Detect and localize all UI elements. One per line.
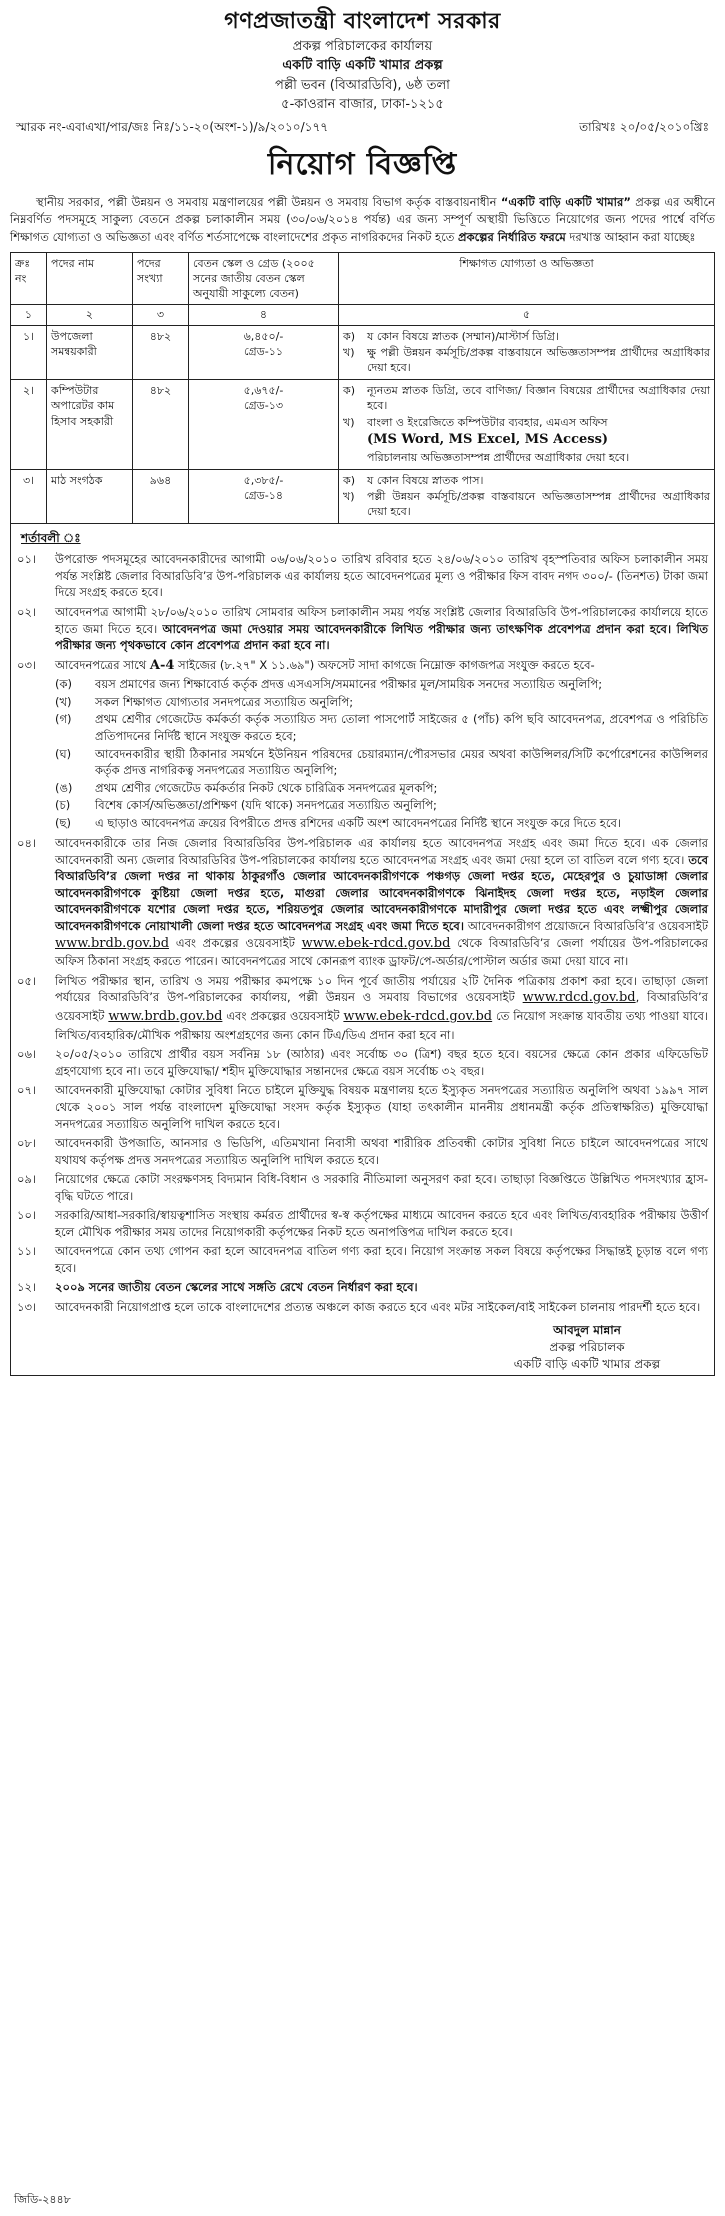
row-serial: ১।	[11, 325, 47, 380]
qualification-item	[343, 415, 710, 430]
header-qualification: শিক্ষাগত যোগ্যতা ও অভিজ্ঞতা	[339, 252, 715, 305]
term-item	[15, 1171, 708, 1204]
sub-text: প্রথম শ্রেণীর গেজেটেড কর্মকর্তা কর্তৃক সত্যায়িত সদ্য তোলা পাসপোর্ট সাইজের ৫ (পাঁচ) কপি ছবি আবেদনপত্র, প্রবেশপত্র ও পরিচিতি প্রতিপাদনের নির্দিষ্ট স্থানে সংযুক্ত করতে হবে;	[95, 712, 708, 743]
qual-text: য কোন বিষয়ে স্নাতক (সম্মান)/মাস্টার্স ডিগ্রি।	[367, 329, 559, 343]
qual-text: য কোন বিষয়ে স্নাতক পাস।	[367, 473, 484, 487]
qual-key: ক)	[343, 384, 355, 398]
qual-key: খ)	[343, 415, 355, 429]
row-qualifications	[339, 325, 715, 380]
government-title: গণপ্রজাতন্ত্রী বাংলাদেশ সরকার	[224, 9, 501, 34]
qual-key: ক)	[343, 329, 355, 343]
qual-key	[343, 450, 367, 465]
term-text-part: থেকে বিআরডিবি’র জেলা পর্যায়ের উপ-পরিচালকের অফিস ঠিকানা সংগ্রহ করতে পারেন। আবেদনপত্রের সাথে কোনরূপ ব্যাংক ড্রাফট/পে-অর্ডার/পোস্টাল অর্ডার জমা দেয়া যাবে না।	[55, 935, 708, 969]
term-number: ০২।	[17, 604, 37, 619]
header-serial: ক্রঃ নং	[11, 252, 47, 305]
term-intro	[55, 657, 708, 676]
term-number: ১২।	[17, 1280, 37, 1295]
qualification-item	[343, 345, 710, 375]
header	[10, 8, 715, 115]
term-item	[15, 1299, 708, 1316]
term-text	[55, 604, 708, 654]
header-post: পদের নাম	[47, 252, 133, 305]
term-item	[15, 1135, 708, 1168]
qual-key: ক)	[343, 473, 355, 487]
qualification-item	[343, 450, 710, 465]
sub-item	[55, 676, 708, 693]
term-text-part: আবেদনকারীগণ প্রয়োজনে বিআরডিবি’র ওয়েবসাইট	[463, 919, 708, 933]
term-number: ০৫।	[17, 973, 37, 988]
row-count: ৪৮২	[133, 380, 189, 470]
term-item	[15, 657, 708, 833]
intro-form-note: প্রকল্পের নির্ধারিত ফরমে	[458, 229, 566, 244]
brdb-website-link[interactable]: www.brdb.gov.bd	[108, 1009, 223, 1025]
sub-key: (ছ)	[55, 815, 71, 830]
qual-text-software: (MS Word, MS Excel, MS Access)	[367, 431, 609, 447]
sub-key: (খ)	[55, 694, 72, 709]
pay-grade: গ্রেড-১১	[243, 344, 284, 358]
term-text: আবেদনকারী নিয়োগপ্রাপ্ত হলে তাকে বাংলাদেশের প্রত্যন্ত অঞ্চলে কাজ করতে হবে এবং মটর সাইকেল/বাই সাইকেল চালনায় পারদর্শী হতে হবে।	[55, 1300, 701, 1314]
sub-text: আবেদনকারীর স্থায়ী ঠিকানার সমর্থনে ইউনিয়ন পরিষদের চেয়ারম্যান/পৌরসভার মেয়র অথবা কাউন্সিলর/সিটি কর্পোরেশনের কাউন্সিলর কর্তৃক প্রদত্ত নাগরিকত্ব সনদপত্রের সত্যায়িত অনুলিপি;	[95, 746, 708, 778]
qualification-item	[343, 383, 710, 413]
qual-key: খ)	[343, 489, 355, 503]
term-number: ১১।	[17, 1244, 37, 1259]
qual-text: ন্যূনতম স্নাতক ডিগ্রি, তবে বাণিজ্য/ বিজ্ঞান বিষয়ের প্রার্থীদের অগ্রাধিকার দেয়া হবে।	[367, 384, 710, 413]
qual-key: খ)	[343, 345, 355, 359]
term-text	[55, 657, 708, 833]
header-count: পদের সংখ্যা	[133, 252, 189, 305]
terms-heading: শর্তাবলী ঃ	[21, 531, 81, 546]
qual-text: পরিচালনায় অভিজ্ঞতাসম্পন্ন প্রার্থীদের অগ্রাধিকার দেয়া হবে।	[367, 450, 630, 464]
term-text-part: আবেদনপত্র আগামী ২৮/০৬/২০১০ তারিখ সোমবার অফিস চলাকালীন সময় পর্যন্ত সংশ্লিষ্ট জেলার বিআরডিবি উপ-পরিচালকের কার্যালয়ে হাতে হাতে জমা দিতে হবে।	[55, 604, 708, 636]
term-text: নিয়োগের ক্ষেত্রে কোটা সংরক্ষণসহ বিদ্যমান বিধি-বিধান ও সরকারি নীতিমালা অনুসরণ করা হবে। তাছাড়া বিজ্ঞপ্তিতে উল্লিখিত পদসংখ্যার হ্রাস-বৃদ্ধি ঘটতে পারে।	[55, 1172, 708, 1203]
table-header-row	[11, 252, 715, 305]
brdb-website-link[interactable]: www.brdb.gov.bd	[55, 935, 170, 951]
col-num: ৩	[133, 305, 189, 325]
sub-text: প্রথম শ্রেণীর গেজেটেড কর্মকর্তার নিকট থেকে চারিত্রিক সনদপত্রের মূলকপি;	[95, 780, 438, 795]
term-text: সরকারি/আধা-সরকারি/স্বায়ত্বশাসিত সংস্থায় কর্মরত প্রার্থীদের স্ব-স্ব কর্তৃপক্ষের মাধ্যমে আবেদন করতে হবে এবং লিখিত/ব্যবহারিক পরীক্ষায় উত্তীর্ণ হলে মৌখিক পরীক্ষার সময় তাদের নিয়োগকারী কর্তৃপক্ষের নিকট হতে অনাপত্তিপত্র দাখিল করতে হবে।	[55, 1208, 708, 1239]
table-row	[11, 469, 715, 524]
qual-text: পল্লী উন্নয়ন কর্মসূচি/প্রকল্প বাস্তবায়নে অভিজ্ঞতাসম্পন্ন প্রার্থীদের অগ্রাধিকার দেয়া হবে।	[367, 489, 710, 519]
row-post: উপজেলা সমন্বয়কারী	[47, 325, 133, 380]
sub-key: (ঙ)	[55, 780, 73, 795]
posts-table	[10, 252, 715, 524]
qual-key	[343, 431, 367, 449]
term-text	[55, 835, 708, 970]
term-item	[15, 1207, 708, 1240]
qual-text: ক্ষু পল্লী উন্নয়ন কর্মসূচি/প্রকল্প বাস্তবায়নে অভিজ্ঞতাসম্পন্ন প্রার্থীদের অগ্রাধিকার দেয়া হবে।	[367, 345, 710, 374]
sub-text: সকল শিক্ষাগত যোগ্যতার সনদপত্রের সত্যায়িত অনুলিপি;	[95, 694, 354, 709]
term-item	[15, 551, 708, 601]
term-text-part: তে নিয়োগ সংক্রান্ত যাবতীয় তথ্য পাওয়া যাবে। লিখিত/ব্যবহারিক/মৌখিক পরীক্ষায় অংশগ্রহণের জন্য কোন টিএ/ডিএ প্রদান করা হবে না।	[55, 1009, 708, 1042]
project-website-link[interactable]: www.ebek-rdcd.gov.bd	[343, 1009, 493, 1025]
signature-block	[472, 1322, 702, 1373]
term-item	[15, 973, 708, 1044]
qual-text: বাংলা ও ইংরেজিতে কম্পিউটার ব্যবহার, এমএস অফিস	[367, 415, 608, 429]
sub-item	[55, 746, 708, 779]
col-num: ৫	[339, 305, 715, 325]
sub-key: (চ)	[55, 798, 71, 813]
qualification-item	[343, 489, 710, 519]
term-number: ০৭।	[17, 1083, 37, 1098]
term-number: ০৮।	[17, 1136, 37, 1151]
paper-size: A-4	[149, 657, 175, 673]
office-name: প্রকল্প পরিচালকের কার্যালয়	[292, 38, 433, 54]
rdcd-website-link[interactable]: www.rdcd.gov.bd	[522, 990, 636, 1006]
term-text-part: এবং প্রকল্পের ওয়েবসাইট	[169, 935, 302, 950]
row-post: মাঠ সংগঠক	[47, 469, 133, 524]
project-website-link[interactable]: www.ebek-rdcd.gov.bd	[301, 935, 451, 951]
term-text-part: সাইজের (৮.২৭" X ১১.৬৯") অফসেট সাদা কাগজে নিম্নোক্ত কাগজপত্র সংযুক্ত করতে হবে-	[174, 657, 595, 672]
term-text: আবেদনকারী উপজাতি, আনসার ও ভিডিপি, এতিমখানা নিবাসী অথবা শারীরিক প্রতিবন্ধী কোটার সুবিধা নিতে চাইলে আবেদনপত্রের সাথে যথাযথ কর্তৃপক্ষ প্রদত্ত সনদপত্রের সত্যায়িত অনুলিপি দাখিল করতে হবে।	[55, 1136, 708, 1167]
sub-key: (গ)	[55, 712, 72, 727]
signatory-project: একটি বাড়ি একটি খামার প্রকল্প	[513, 1356, 661, 1371]
term-item	[15, 1046, 708, 1079]
sub-item	[55, 711, 708, 744]
intro-text-1: স্থানীয় সরকার, পল্লী উন্নয়ন ও সমবায় মন্ত্রণালয়ের পল্লী উন্নয়ন ও সমবায় বিভাগ কর্তৃক বাস্তবায়নাধীন	[36, 195, 501, 210]
signatory-designation: প্রকল্প পরিচালক	[549, 1339, 625, 1354]
term-item	[15, 1279, 708, 1296]
sub-key: (ঘ)	[55, 746, 72, 761]
term-number: ০১।	[17, 552, 37, 567]
pay-amount: ৫,৬৭৫/-	[243, 384, 284, 398]
memo-date: তারিখঃ ২০/০৫/২০১০খ্রিঃ	[579, 119, 709, 134]
intro-paragraph	[10, 194, 715, 246]
term-text: উপরোক্ত পদসমূহের আবেদনকারীদের আগামী ০৬/০৬/২০১০ তারিখ রবিবার হতে ২৪/০৬/২০১০ তারিখ বৃহস্পতিবার অফিস চলাকালীন সময় পর্যন্ত সংশ্লিষ্ট জেলার বিআরডিবি’র উপ-পরিচালক এর কার্যালয় হতে আবেদনপত্রের মূল্য ও পরীক্ষার ফিস বাবদ নগদ ৩০০/- (তিনশত) টাকা জমা দিয়ে সংগ্রহ করতে হবে।	[55, 552, 708, 600]
qualification-item	[343, 431, 710, 449]
term-text: ২০/০৫/২০১০ তারিখে প্রার্থীর বয়স সর্বনিম্ন ১৮ (আঠার) এবং সর্বোচ্চ ৩০ (ত্রিশ) বছর হতে হবে। বয়সের ক্ষেত্রে কোন প্রকার এফিডেভিট গ্রহণযোগ্য হবে না। তবে মুক্তিযোদ্ধা/ শহীদ মুক্তিযোদ্ধার সন্তানদের ক্ষেত্রে বয়স সর্বোচ্চ ৩২ বছর।	[55, 1047, 708, 1078]
intro-project-name: “একটি বাড়ি একটি খামার”	[500, 195, 631, 210]
row-post: কম্পিউটার অপারেটর কাম হিসাব সহকারী	[47, 380, 133, 470]
term-number: ০৩।	[17, 657, 37, 672]
term-item	[15, 1243, 708, 1276]
notice-title: নিয়োগ বিজ্ঞপ্তি	[267, 146, 458, 182]
term-number: ০৪।	[17, 836, 37, 851]
project-name: একটি বাড়ি একটি খামার প্রকল্প	[282, 58, 443, 74]
term-text-part: আবেদনপত্রের সাথে	[55, 657, 150, 672]
table-row	[11, 380, 715, 470]
term-item	[15, 835, 708, 970]
sub-text: এ ছাড়াও আবেদনপত্র ক্রয়ের বিপরীতে প্রদত্ত রশিদের একটি অংশ আবেদনপত্রের নির্দিষ্ট স্থানে সংযুক্ত করে দিতে হবে।	[95, 815, 621, 830]
term-text: আবেদনপত্রে কোন তথ্য গোপন করা হলে আবেদনপত্র বাতিল গণ্য করা হবে। নিয়োগ সংক্রান্ত সকল বিষয়ে কর্তৃপক্ষের সিদ্ধান্তই চূড়ান্ত বলে গণ্য হবে।	[55, 1244, 708, 1275]
terms-section	[10, 524, 715, 1375]
qualification-item	[343, 473, 710, 488]
sub-item	[55, 694, 708, 711]
row-pay	[189, 325, 339, 380]
term-bold-part: তবে বিআরডিবি’র জেলা দপ্তর না থাকায় ঠাকুরগাঁও জেলার আবেদনকারীগণকে পঞ্চগড় জেলা দপ্তর হতে, মেহেরপুর ও চুয়াডাঙ্গা জেলার আবেদনকারীগণকে কুষ্টিয়া জেলা দপ্তর হতে, মাগুরা জেলার আবেদনকারীগণকে ঝিনাইদহ জেলা দপ্তর হতে, নড়াইল জেলার আবেদনকারীগণকে যশোর জেলা দপ্তর হতে, শরিয়তপুর জেলার আবেদনকারীগণকে মাদারীপুর জেলা দপ্তর হতে এবং লক্ষ্মীপুর জেলার আবেদনকারীগণকে নোয়াখালী জেলা দপ্তর হতে আবেদনপত্র সংগ্রহ এবং জমা দিতে হবে।	[55, 852, 708, 933]
term-bold-part: লিখিত পরীক্ষার জন্য পৃথকভাবে কোন প্রবেশপত্র প্রদান করা হবে না।	[55, 621, 709, 653]
term-text-part: এবং প্রকল্পের ওয়েবসাইট	[222, 1009, 344, 1024]
row-serial: ২।	[11, 380, 47, 470]
sub-text: বিশেষ কোর্স/অভিজ্ঞতা/প্রশিক্ষণ (যদি থাকে) সনদপত্রের সত্যায়িত অনুলিপি;	[95, 798, 437, 813]
sub-item	[55, 780, 708, 797]
column-number-row	[11, 305, 715, 325]
intro-text-3: দরখাস্ত আহ্বান করা যাচ্ছেঃ	[565, 229, 696, 244]
term-text: ২০০৯ সনের জাতীয় বেতন স্কেলের সাথে সঙ্গতি রেখে বেতন নির্ধারণ করা হবে।	[55, 1280, 418, 1295]
row-qualifications	[339, 380, 715, 470]
row-count: ৯৬৪	[133, 469, 189, 524]
sub-item	[55, 815, 708, 832]
col-num: ২	[47, 305, 133, 325]
sub-text: বয়স প্রমাণের জন্য শিক্ষাবোর্ড কর্তৃক প্রদত্ত এসএসসি/সমমানের পরীক্ষার মূল/সাময়িক সনদের সত্যায়িত অনুলিপি;	[95, 677, 603, 692]
pay-grade: গ্রেড-১৪	[243, 488, 284, 502]
qualification-item	[343, 329, 710, 344]
row-qualifications	[339, 469, 715, 524]
term-number: ০৯।	[17, 1172, 37, 1187]
intro-text-2: প্রকল্প এর অধীনে নিম্নবর্ণিত পদসমূহে সাকুল্য বেতনে প্রকল্প চলাকালীন সময় (৩০/০৬/২০১৪ পর্যন্ত) এর জন্য সম্পূর্ণ অস্থায়ী ভিত্তিতে নিয়োগের জন্য পদের পার্শ্বে বর্ণিত শিক্ষাগত যোগ্যতা ও অভিজ্ঞতা এবং বর্ণিত শর্তসাপেক্ষে বাংলাদেশের প্রকৃত নাগরিকদের নিকট হতে	[10, 195, 716, 244]
office-address: ৫-কাওরান বাজার, ঢাকা-১২১৫	[281, 97, 444, 113]
row-serial: ৩।	[11, 469, 47, 524]
term-number: ১০।	[17, 1208, 37, 1223]
memo-row	[10, 119, 715, 136]
pay-grade: গ্রেড-১৩	[243, 399, 284, 413]
sub-key: (ক)	[55, 677, 73, 692]
row-pay	[189, 380, 339, 470]
building-name: পল্লী ভবন (বিআরডিবি), ৬ষ্ঠ তলা	[275, 77, 450, 93]
term-text-part: আবেদনকারীকে তার নিজ জেলার বিআরডিবির উপ-পরিচালক এর কার্যালয় হতে আবেদনপত্র সংগ্রহ এবং জমা দিতে হবে। এক জেলার আবেদনকারী অন্য জেলার বিআরডিবির উপ-পরিচালকের কার্যালয় হতে আবেদনপত্র সংগ্রহ এবং জমা দেয়া হলে তা বাতিল বলে গণ্য হবে।	[55, 836, 708, 867]
term-text-part: লিখিত পরীক্ষার স্থান, তারিখ ও সময় পরীক্ষার কমপক্ষে ১০ দিন পূর্বে জাতীয় পর্যায়ের ২টি দৈনিক পত্রিকায় প্রকাশ করা হবে। তাছাড়া জেলা পর্যায়ের বিআরডিবি’র উপ-পরিচালকের কার্যালয়, পল্লী উন্নয়ন ও সমবায় বিভাগের ওয়েবসাইট	[55, 973, 708, 1005]
term-item	[15, 604, 708, 654]
term-text: আবেদনকারী মুক্তিযোদ্ধা কোটার সুবিধা নিতে চাইলে মুক্তিযুদ্ধ বিষয়ক মন্ত্রণালয় হতে ইস্যুকৃত সনদপত্রের সত্যায়িত অনুলিপি অথবা ১৯৯৭ সাল থেকে ২০০১ সাল পর্যন্ত বাংলাদেশ মুক্তিযোদ্ধা সংসদ কর্তৃক ইস্যুকৃত (যাহা তৎকালীন মাননীয় প্রধানমন্ত্রী কর্তৃক প্রতিস্বাক্ষরিত) মুক্তিযোদ্ধা সনদপত্রের সত্যায়িত অনুলিপি দাখিল করতে হবে।	[55, 1083, 708, 1131]
term-item	[15, 1082, 708, 1132]
gd-code: জিডি-২৪৪৮	[14, 2193, 71, 2207]
row-count: ৪৮২	[133, 325, 189, 380]
col-num: ৪	[189, 305, 339, 325]
col-num: ১	[11, 305, 47, 325]
row-pay	[189, 469, 339, 524]
header-pay: বেতন স্কেল ও গ্রেড (২০০৫ সনের জাতীয় বেতন স্কেল অনুযায়ী সাকুল্যে বেতন)	[189, 252, 339, 305]
signatory-name: আবদুল মান্নান	[553, 1322, 621, 1337]
term-text-part: , বিআরডিবি’র ওয়েবসাইট	[55, 990, 708, 1024]
pay-amount: ৬,৪৫০/-	[243, 329, 284, 343]
term-bold-part: আবেদনপত্র জমা দেওয়ার সময় আবেদনকারীকে লিখিত পরীক্ষার জন্য তাৎক্ষণিক প্রবেশপত্র প্রদান করা হবে।	[162, 621, 672, 636]
table-row	[11, 325, 715, 380]
term-number: ০৬।	[17, 1047, 37, 1062]
memo-number: স্মারক নং-এবাএখা/পার/জঃ নিঃ/১১-২০(অংশ-১)/৯/২০১০/১৭৭	[16, 119, 329, 134]
pay-amount: ৫,৩৮৫/-	[243, 473, 284, 487]
sub-item	[55, 797, 708, 814]
term-text	[55, 973, 708, 1044]
term-number: ১৩।	[17, 1300, 37, 1314]
